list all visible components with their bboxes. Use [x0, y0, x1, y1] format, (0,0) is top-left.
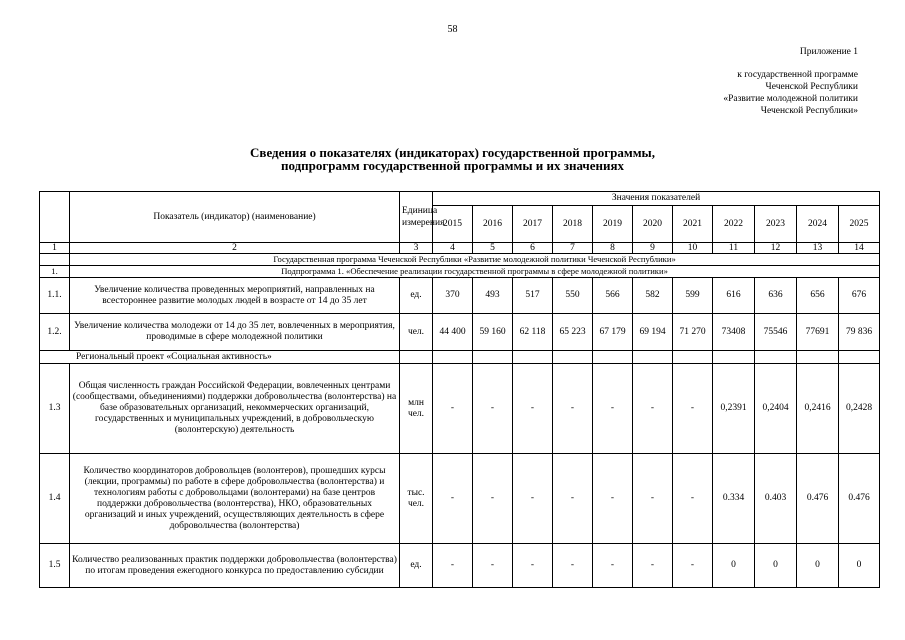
indicator-value: 656 [797, 278, 839, 314]
empty-cell [673, 351, 713, 364]
empty-cell [755, 351, 797, 364]
indicator-value: 0,2391 [713, 364, 755, 454]
year-header: 2023 [755, 206, 797, 243]
indicator-value: 582 [633, 278, 673, 314]
indicator-value: 370 [433, 278, 473, 314]
empty-cell [633, 351, 673, 364]
indicator-value: 0 [839, 544, 880, 588]
column-number: 7 [553, 243, 593, 254]
indicator-value: - [673, 454, 713, 544]
indicator-value: - [513, 544, 553, 588]
empty-cell [593, 351, 633, 364]
empty-cell [797, 351, 839, 364]
indicator-value: 69 194 [633, 314, 673, 351]
year-header: 2019 [593, 206, 633, 243]
indicator-unit: чел. [400, 314, 433, 351]
empty-cell [473, 351, 513, 364]
indicator-value: 65 223 [553, 314, 593, 351]
year-header: 2021 [673, 206, 713, 243]
column-number: 1 [40, 243, 70, 254]
header-number-cell [40, 192, 70, 243]
indicator-value: - [593, 364, 633, 454]
empty-cell [433, 351, 473, 364]
header-values-group: Значения показателей [433, 192, 880, 206]
document-title-line: подпрограмм государственной программы и их значениях [280, 158, 625, 173]
indicator-value: 59 160 [473, 314, 513, 351]
indicator-unit: ед. [400, 544, 433, 588]
indicator-value: 599 [673, 278, 713, 314]
indicator-row [40, 454, 880, 544]
indicator-value: 0,2404 [755, 364, 797, 454]
indicator-value: 79 836 [839, 314, 880, 351]
indicator-unit: тыс. чел. [400, 454, 433, 544]
indicator-value: 0.476 [797, 454, 839, 544]
column-number: 5 [473, 243, 513, 254]
indicator-value: 0.334 [713, 454, 755, 544]
indicator-value: - [553, 364, 593, 454]
column-numbers-row [40, 243, 880, 254]
header-row [40, 192, 880, 206]
document-title-line: Сведения о показателях (индикаторах) государственной программы, [250, 145, 655, 160]
indicator-value: 0,2428 [839, 364, 880, 454]
subprogram-title: Подпрограмма 1. «Обеспечение реализации государственной программы в сфере молодежной политики» [70, 266, 880, 278]
indicator-value: 616 [713, 278, 755, 314]
year-header: 2020 [633, 206, 673, 243]
indicator-value: 517 [513, 278, 553, 314]
annex-line: к государственной программе [737, 70, 858, 80]
indicator-unit: млн чел. [400, 364, 433, 454]
year-header: 2022 [713, 206, 755, 243]
indicator-value: - [593, 544, 633, 588]
indicator-number: 1.4 [40, 454, 70, 544]
empty-cell [713, 351, 755, 364]
indicator-value: - [553, 454, 593, 544]
indicator-value: - [673, 364, 713, 454]
indicator-value: 550 [553, 278, 593, 314]
column-number: 11 [713, 243, 755, 254]
indicator-name: Общая численность граждан Российской Федерации, вовлеченных центрами (сообществами, объединениями) поддержки добровольчества (волонтерства) на базе образовательных организаций, некоммерческих организаций, государственных и муниципальных учреждений, в добровольческую (волонтерскую) деятельность [70, 364, 400, 454]
column-number: 10 [673, 243, 713, 254]
indicator-value: 44 400 [433, 314, 473, 351]
header-unit-cell: Единица измерения [400, 192, 433, 243]
indicator-value: 77691 [797, 314, 839, 351]
regional-project-title: Региональный проект «Социальная активность» [40, 351, 400, 364]
indicator-name: Количество координаторов добровольцев (волонтеров), прошедших курсы (лекции, программы) по работе в сфере добровольчества (волонтерства) и технологиям работы с добровольцами (волонтерами) на базе центров поддержки добровольчества (волонтерства), НКО, образовательных организаций и иных учреждений, осуществляющих деятельность в сфере добровольчества (волонтерства) [70, 454, 400, 544]
indicator-value: - [633, 364, 673, 454]
indicator-value: - [473, 544, 513, 588]
indicator-value: - [433, 544, 473, 588]
indicator-value: 636 [755, 278, 797, 314]
indicator-value: 75546 [755, 314, 797, 351]
indicator-value: 0 [713, 544, 755, 588]
page-number: 58 [447, 24, 458, 35]
indicator-value: 73408 [713, 314, 755, 351]
regional-project-row [40, 351, 880, 364]
indicator-value: - [513, 454, 553, 544]
program-row [40, 254, 880, 266]
year-header: 2024 [797, 206, 839, 243]
indicator-value: 566 [593, 278, 633, 314]
indicator-number: 1.3 [40, 364, 70, 454]
indicator-value: 0 [797, 544, 839, 588]
column-number: 9 [633, 243, 673, 254]
indicator-number: 1.1. [40, 278, 70, 314]
subprogram-number: 1. [40, 266, 70, 278]
program-title: Государственная программа Чеченской Республики «Развитие молодежной политики Чеченской Республики» [70, 254, 880, 266]
indicator-value: 71 270 [673, 314, 713, 351]
column-number: 8 [593, 243, 633, 254]
annex-line: «Развитие молодежной политики [723, 94, 858, 104]
column-number: 12 [755, 243, 797, 254]
indicator-value: - [433, 364, 473, 454]
indicator-row [40, 364, 880, 454]
indicator-value: - [633, 454, 673, 544]
empty-cell [400, 351, 433, 364]
indicator-value: 0.476 [839, 454, 880, 544]
indicator-value: 493 [473, 278, 513, 314]
empty-cell [553, 351, 593, 364]
subprogram-row [40, 266, 880, 278]
indicator-value: 676 [839, 278, 880, 314]
indicator-name: Количество реализованных практик поддержки добровольчества (волонтерства) по итогам проведения ежегодного конкурса по предоставлению субсидии [70, 544, 400, 588]
column-number: 2 [70, 243, 400, 254]
indicator-number: 1.5 [40, 544, 70, 588]
indicator-value: - [633, 544, 673, 588]
indicator-value: - [673, 544, 713, 588]
year-header: 2025 [839, 206, 880, 243]
annex-block [723, 46, 858, 117]
indicator-value: 0 [755, 544, 797, 588]
annex-line: Чеченской Республики» [760, 106, 858, 116]
indicator-value: 0.403 [755, 454, 797, 544]
indicator-row [40, 544, 880, 588]
year-header: 2017 [513, 206, 553, 243]
header-indicator-cell: Показатель (индикатор) (наименование) [70, 192, 400, 243]
indicator-row [40, 314, 880, 351]
indicator-name: Увеличение количества проведенных мероприятий, направленных на всестороннее развитие молодых людей в возрасте от 14 до 35 лет [70, 278, 400, 314]
year-header: 2015 [433, 206, 473, 243]
document-title [0, 146, 905, 172]
indicator-value: 0,2416 [797, 364, 839, 454]
annex-line: Чеченской Республики [765, 82, 858, 92]
year-header: 2016 [473, 206, 513, 243]
indicator-unit: ед. [400, 278, 433, 314]
indicator-row [40, 278, 880, 314]
indicator-value: 67 179 [593, 314, 633, 351]
annex-title: Приложение 1 [799, 47, 858, 57]
indicator-value: - [593, 454, 633, 544]
program-num-cell [40, 254, 70, 266]
indicator-number: 1.2. [40, 314, 70, 351]
year-header: 2018 [553, 206, 593, 243]
empty-cell [513, 351, 553, 364]
indicator-value: - [473, 364, 513, 454]
column-number: 3 [400, 243, 433, 254]
indicator-value: - [433, 454, 473, 544]
indicator-value: - [513, 364, 553, 454]
column-number: 6 [513, 243, 553, 254]
column-number: 4 [433, 243, 473, 254]
indicators-table [39, 191, 880, 588]
indicator-value: - [553, 544, 593, 588]
indicator-value: 62 118 [513, 314, 553, 351]
column-number: 14 [839, 243, 880, 254]
indicator-name: Увеличение количества молодежи от 14 до 35 лет, вовлеченных в мероприятия, проводимые в сфере молодежной политики [70, 314, 400, 351]
indicator-value: - [473, 454, 513, 544]
column-number: 13 [797, 243, 839, 254]
empty-cell [839, 351, 880, 364]
